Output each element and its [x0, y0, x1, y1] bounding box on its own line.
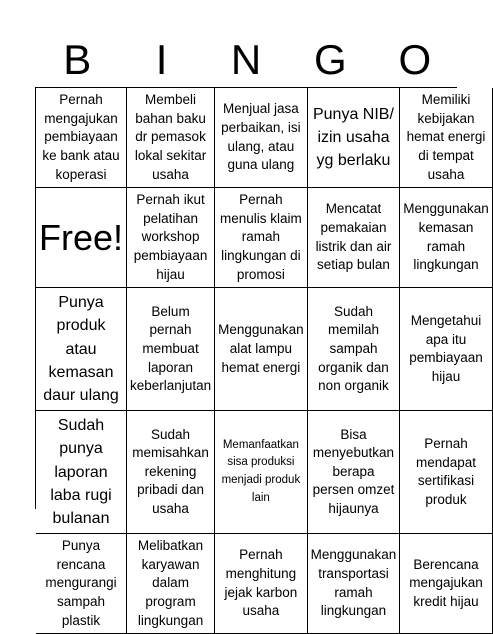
header-letter-o: O — [398, 36, 432, 83]
bingo-cell-r1-c1[interactable]: Pernah ikut pelatihan workshop pembiayaan hijau — [127, 188, 215, 288]
header-letter-b: B — [63, 36, 92, 83]
bingo-header — [35, 34, 457, 86]
bingo-cell-r2-c1[interactable]: Belum pernah membuat laporan keberlanjutan — [127, 288, 215, 411]
bingo-cell-r4-c3[interactable]: Menggunakan transportasi ramah lingkungan — [308, 534, 401, 634]
bingo-cell-r2-c0[interactable]: Punya produk atau kemasan daur ulang — [36, 288, 127, 411]
header-letter-n: N — [230, 36, 262, 83]
bingo-cell-r0-c1[interactable]: Membeli bahan baku dr pemasok lokal sekitar usaha — [127, 88, 215, 188]
bingo-cell-r1-c3[interactable]: Mencatat pemakaian listrik dan air setiap bulan — [308, 188, 401, 288]
bingo-cell-r1-c2[interactable]: Pernah menulis klaim ramah lingkungan di promosi — [215, 188, 308, 288]
bingo-cell-r3-c3[interactable]: Bisa menyebutkan berapa persen omzet hijaunya — [308, 411, 401, 534]
bingo-cell-r0-c4[interactable]: Memiliki kebijakan hemat energi di tempat usaha — [400, 88, 493, 188]
bingo-cell-r3-c1[interactable]: Sudah memisahkan rekening pribadi dan usaha — [127, 411, 215, 534]
bingo-board — [35, 87, 489, 628]
bingo-cell-r3-c0[interactable]: Sudah punya laporan laba rugi bulanan — [36, 411, 127, 534]
header-letter-i: I — [155, 36, 168, 83]
bingo-cell-r0-c2[interactable]: Menjual jasa perbaikan, isi ulang, atau guna ulang — [215, 88, 308, 188]
bingo-cell-free[interactable]: Free! — [36, 188, 127, 288]
bingo-cell-r1-c4[interactable]: Menggunakan kemasan ramah lingkungan — [400, 188, 493, 288]
header-letter-g: G — [314, 36, 347, 83]
bingo-cell-r2-c2[interactable]: Menggunakan alat lampu hemat energi — [215, 288, 308, 411]
bingo-cell-r4-c2[interactable]: Pernah menghitung jejak karbon usaha — [215, 534, 308, 634]
bingo-cell-r0-c3[interactable]: Punya NIB/ izin usaha yg berlaku — [308, 88, 401, 188]
bingo-cell-r4-c0[interactable]: Punya rencana mengurangi sampah plastik — [36, 534, 127, 634]
bingo-cell-r2-c3[interactable]: Sudah memilah sampah organik dan non organik — [308, 288, 401, 411]
bingo-cell-r4-c4[interactable]: Berencana mengajukan kredit hijau — [400, 534, 493, 634]
bingo-cell-r3-c4[interactable]: Pernah mendapat sertifikasi produk — [400, 411, 493, 534]
bingo-cell-r0-c0[interactable]: Pernah mengajukan pembiayaan ke bank atau koperasi — [36, 88, 127, 188]
bingo-cell-r3-c2[interactable]: Memanfaatkan sisa produksi menjadi produk lain — [215, 411, 308, 534]
bingo-cell-r4-c1[interactable]: Melibatkan karyawan dalam program lingkungan — [127, 534, 215, 634]
bingo-cell-r2-c4[interactable]: Mengetahui apa itu pembiayaan hijau — [400, 288, 493, 411]
